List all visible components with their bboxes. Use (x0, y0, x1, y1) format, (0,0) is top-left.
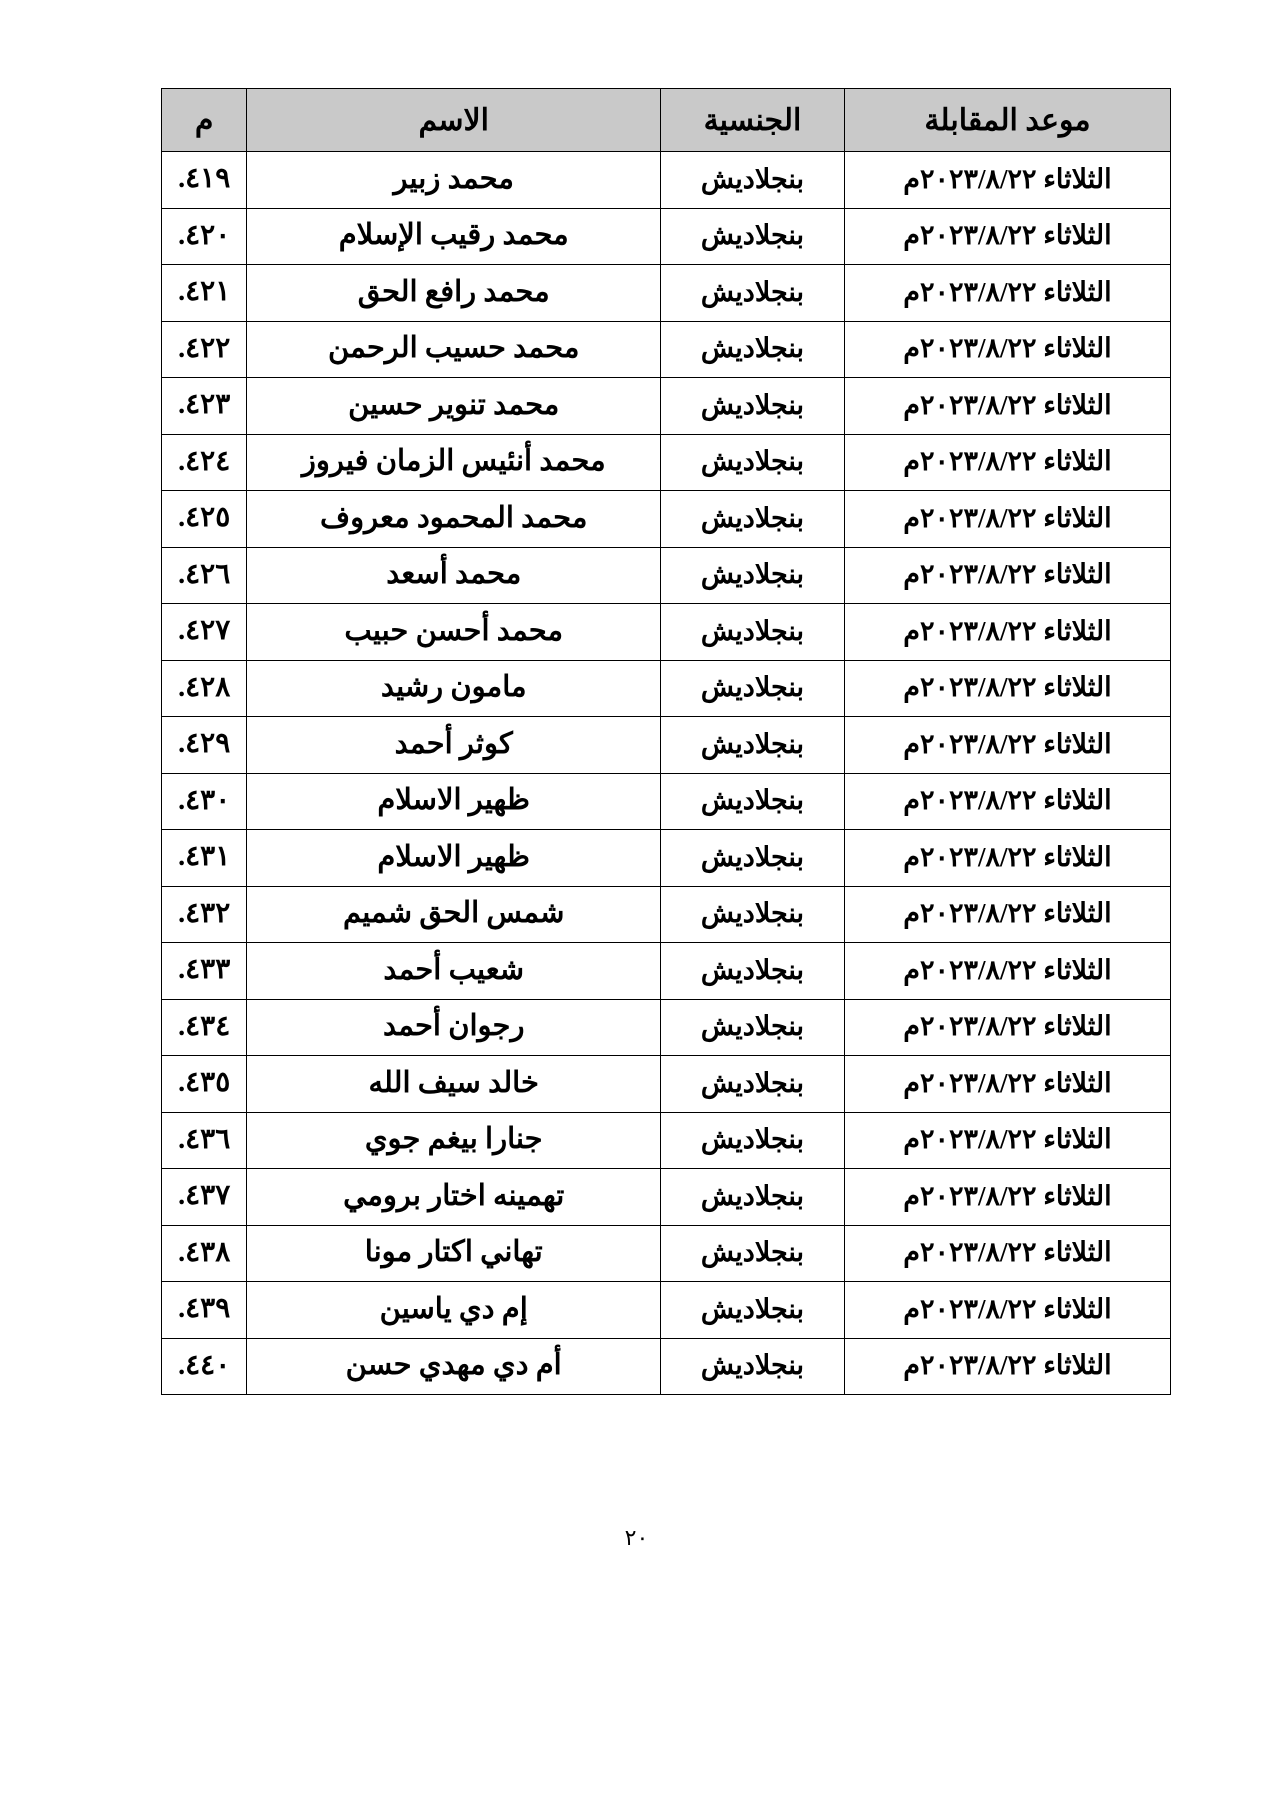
cell-nationality: بنجلاديش (661, 152, 845, 209)
table-row (162, 321, 1171, 378)
cell-nationality: بنجلاديش (661, 1338, 845, 1395)
cell-num: ٤٣٦. (162, 1112, 247, 1169)
cell-name: مامون رشيد (247, 660, 661, 717)
table-row (162, 208, 1171, 265)
cell-interview-date: الثلاثاء ٢٠٢٣/٨/٢٢م (844, 717, 1170, 774)
cell-num: ٤٢٧. (162, 604, 247, 661)
table-row (162, 1338, 1171, 1395)
cell-interview-date: الثلاثاء ٢٠٢٣/٨/٢٢م (844, 943, 1170, 1000)
cell-name: ظهير الاسلام (247, 830, 661, 887)
table-body (162, 152, 1171, 1395)
cell-interview-date: الثلاثاء ٢٠٢٣/٨/٢٢م (844, 1112, 1170, 1169)
cell-num: ٤٣٣. (162, 943, 247, 1000)
cell-name: كوثر أحمد (247, 717, 661, 774)
cell-interview-date: الثلاثاء ٢٠٢٣/٨/٢٢م (844, 999, 1170, 1056)
cell-name: إم دي ياسين (247, 1282, 661, 1339)
cell-nationality: بنجلاديش (661, 1225, 845, 1282)
table-row (162, 378, 1171, 435)
cell-nationality: بنجلاديش (661, 265, 845, 322)
cell-name: محمد أسعد (247, 547, 661, 604)
cell-name: محمد رافع الحق (247, 265, 661, 322)
table-row (162, 265, 1171, 322)
table-row (162, 491, 1171, 548)
interview-schedule-table (161, 88, 1171, 1395)
cell-num: ٤٢١. (162, 265, 247, 322)
table-row (162, 830, 1171, 887)
cell-nationality: بنجلاديش (661, 1169, 845, 1226)
cell-num: ٤٣٥. (162, 1056, 247, 1113)
cell-nationality: بنجلاديش (661, 943, 845, 1000)
table-row (162, 604, 1171, 661)
cell-interview-date: الثلاثاء ٢٠٢٣/٨/٢٢م (844, 434, 1170, 491)
cell-num: ٤٤٠. (162, 1338, 247, 1395)
cell-interview-date: الثلاثاء ٢٠٢٣/٨/٢٢م (844, 886, 1170, 943)
cell-interview-date: الثلاثاء ٢٠٢٣/٨/٢٢م (844, 773, 1170, 830)
table-row (162, 717, 1171, 774)
cell-num: ٤٢٢. (162, 321, 247, 378)
cell-num: ٤٢٦. (162, 547, 247, 604)
cell-nationality: بنجلاديش (661, 1282, 845, 1339)
table-row (162, 999, 1171, 1056)
cell-nationality: بنجلاديش (661, 830, 845, 887)
cell-num: ٤٢٣. (162, 378, 247, 435)
cell-nationality: بنجلاديش (661, 773, 845, 830)
cell-name: رجوان أحمد (247, 999, 661, 1056)
cell-num: ٤٢٤. (162, 434, 247, 491)
cell-num: ٤٣٩. (162, 1282, 247, 1339)
cell-interview-date: الثلاثاء ٢٠٢٣/٨/٢٢م (844, 1282, 1170, 1339)
column-header-num: م (162, 89, 247, 152)
cell-interview-date: الثلاثاء ٢٠٢٣/٨/٢٢م (844, 152, 1170, 209)
cell-name: شمس الحق شميم (247, 886, 661, 943)
cell-num: ٤٣٨. (162, 1225, 247, 1282)
cell-num: ٤٣١. (162, 830, 247, 887)
page-number: ٢٠ (624, 1525, 649, 1550)
cell-name: محمد تنوير حسين (247, 378, 661, 435)
cell-num: ٤٢٨. (162, 660, 247, 717)
cell-name: جنارا بيغم جوي (247, 1112, 661, 1169)
cell-interview-date: الثلاثاء ٢٠٢٣/٨/٢٢م (844, 321, 1170, 378)
cell-nationality: بنجلاديش (661, 208, 845, 265)
table-row (162, 943, 1171, 1000)
cell-name: تهاني اكتار مونا (247, 1225, 661, 1282)
cell-interview-date: الثلاثاء ٢٠٢٣/٨/٢٢م (844, 830, 1170, 887)
cell-name: محمد أحسن حبيب (247, 604, 661, 661)
cell-num: ٤٣٢. (162, 886, 247, 943)
cell-nationality: بنجلاديش (661, 491, 845, 548)
column-header-name: الاسم (247, 89, 661, 152)
cell-nationality: بنجلاديش (661, 717, 845, 774)
cell-interview-date: الثلاثاء ٢٠٢٣/٨/٢٢م (844, 1169, 1170, 1226)
cell-interview-date: الثلاثاء ٢٠٢٣/٨/٢٢م (844, 604, 1170, 661)
cell-nationality: بنجلاديش (661, 604, 845, 661)
cell-nationality: بنجلاديش (661, 434, 845, 491)
cell-nationality: بنجلاديش (661, 999, 845, 1056)
cell-interview-date: الثلاثاء ٢٠٢٣/٨/٢٢م (844, 547, 1170, 604)
table-row (162, 1225, 1171, 1282)
cell-name: محمد رقيب الإسلام (247, 208, 661, 265)
cell-name: تهمينه اختار برومي (247, 1169, 661, 1226)
cell-interview-date: الثلاثاء ٢٠٢٣/٨/٢٢م (844, 660, 1170, 717)
cell-name: محمد أنئيس الزمان فيروز (247, 434, 661, 491)
table-row (162, 773, 1171, 830)
cell-name: أم دي مهدي حسن (247, 1338, 661, 1395)
cell-interview-date: الثلاثاء ٢٠٢٣/٨/٢٢م (844, 1056, 1170, 1113)
column-header-nationality: الجنسية (661, 89, 845, 152)
table-row (162, 1112, 1171, 1169)
cell-nationality: بنجلاديش (661, 1056, 845, 1113)
cell-num: ٤٢٥. (162, 491, 247, 548)
cell-nationality: بنجلاديش (661, 378, 845, 435)
cell-interview-date: الثلاثاء ٢٠٢٣/٨/٢٢م (844, 208, 1170, 265)
cell-nationality: بنجلاديش (661, 1112, 845, 1169)
cell-nationality: بنجلاديش (661, 660, 845, 717)
cell-nationality: بنجلاديش (661, 547, 845, 604)
table-header-row (162, 89, 1171, 152)
cell-interview-date: الثلاثاء ٢٠٢٣/٨/٢٢م (844, 378, 1170, 435)
cell-nationality: بنجلاديش (661, 321, 845, 378)
cell-name: خالد سيف الله (247, 1056, 661, 1113)
table-row (162, 152, 1171, 209)
cell-name: شعيب أحمد (247, 943, 661, 1000)
cell-interview-date: الثلاثاء ٢٠٢٣/٨/٢٢م (844, 1338, 1170, 1395)
table-row (162, 547, 1171, 604)
cell-name: ظهير الاسلام (247, 773, 661, 830)
cell-num: ٤٢٩. (162, 717, 247, 774)
cell-interview-date: الثلاثاء ٢٠٢٣/٨/٢٢م (844, 265, 1170, 322)
table-header (162, 89, 1171, 152)
table-row (162, 1169, 1171, 1226)
cell-num: ٤٢٠. (162, 208, 247, 265)
cell-name: محمد المحمود معروف (247, 491, 661, 548)
cell-interview-date: الثلاثاء ٢٠٢٣/٨/٢٢م (844, 491, 1170, 548)
cell-num: ٤٣٠. (162, 773, 247, 830)
table-row (162, 1282, 1171, 1339)
cell-interview-date: الثلاثاء ٢٠٢٣/٨/٢٢م (844, 1225, 1170, 1282)
cell-num: ٤٣٤. (162, 999, 247, 1056)
column-header-interview-date: موعد المقابلة (844, 89, 1170, 152)
table-row (162, 886, 1171, 943)
cell-name: محمد حسيب الرحمن (247, 321, 661, 378)
table-row (162, 434, 1171, 491)
cell-num: ٤٣٧. (162, 1169, 247, 1226)
cell-name: محمد زبير (247, 152, 661, 209)
cell-num: ٤١٩. (162, 152, 247, 209)
table-row (162, 1056, 1171, 1113)
cell-nationality: بنجلاديش (661, 886, 845, 943)
table-row (162, 660, 1171, 717)
